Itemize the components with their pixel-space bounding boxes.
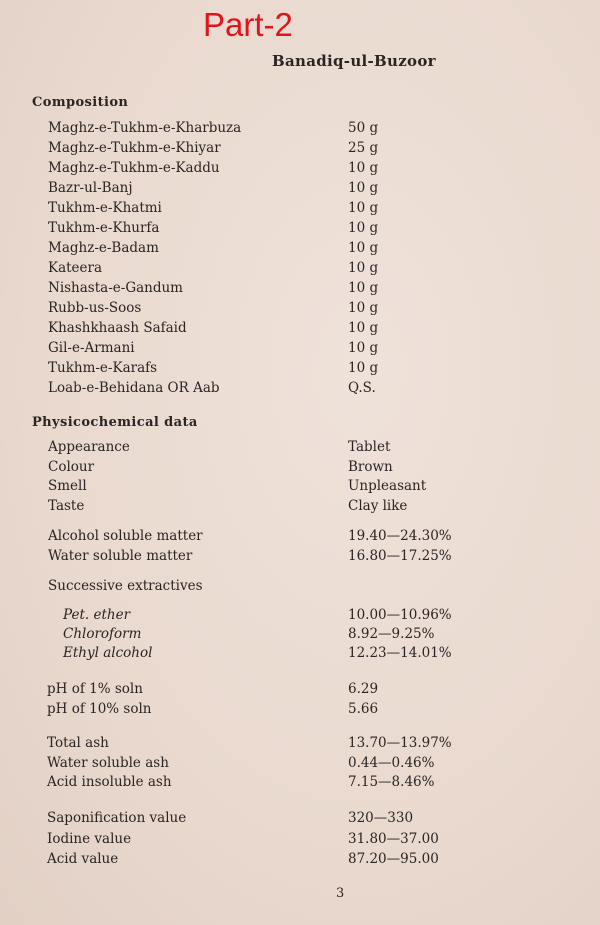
row-value: Brown bbox=[348, 458, 393, 475]
row-value: 10 g bbox=[348, 220, 379, 236]
data-row bbox=[0, 260, 600, 280]
data-row bbox=[0, 478, 600, 498]
row-value: 10 g bbox=[348, 260, 379, 276]
row-label: Acid value bbox=[47, 851, 119, 867]
data-row bbox=[0, 240, 600, 260]
row-label: Tukhm-e-Karafs bbox=[48, 360, 158, 376]
row-label: Alcohol soluble matter bbox=[48, 528, 203, 544]
row-value: 10.00—10.96% bbox=[348, 607, 452, 623]
row-label: Nishasta-e-Gandum bbox=[48, 280, 183, 296]
row-value: 12.23—14.01% bbox=[348, 645, 452, 661]
data-row bbox=[0, 681, 600, 701]
composition-heading: Composition bbox=[32, 95, 129, 110]
row-label: Colour bbox=[48, 458, 95, 475]
row-value: 6.29 bbox=[348, 681, 379, 697]
row-value: 10 g bbox=[348, 340, 379, 356]
row-value: 19.40—24.30% bbox=[348, 528, 452, 544]
data-row bbox=[0, 280, 600, 300]
row-label: Tukhm-e-Khurfa bbox=[48, 220, 160, 236]
data-row bbox=[0, 200, 600, 220]
data-row bbox=[0, 120, 600, 140]
row-label: Ethyl alcohol bbox=[63, 645, 153, 661]
row-label: Acid insoluble ash bbox=[47, 774, 172, 790]
data-row bbox=[0, 459, 600, 479]
data-row bbox=[0, 360, 600, 380]
row-value: 10 g bbox=[348, 200, 379, 216]
data-row bbox=[0, 831, 600, 851]
row-label: Maghz-e-Badam bbox=[48, 240, 159, 256]
row-value: 13.70—13.97% bbox=[348, 735, 452, 751]
row-label: Water soluble matter bbox=[48, 548, 193, 564]
data-row bbox=[0, 735, 600, 755]
row-label: Kateera bbox=[48, 260, 103, 276]
row-value: 10 g bbox=[348, 280, 379, 296]
data-row bbox=[0, 180, 600, 200]
row-value: 87.20—95.00 bbox=[348, 851, 439, 867]
row-label: Water soluble ash bbox=[47, 754, 169, 771]
document-title: Banadiq-ul-Buzoor bbox=[272, 52, 436, 70]
row-value: 10 g bbox=[348, 180, 379, 196]
row-value: 10 g bbox=[348, 320, 379, 336]
row-label: Smell bbox=[48, 478, 87, 494]
data-row bbox=[0, 548, 600, 568]
data-row bbox=[0, 774, 600, 794]
data-row bbox=[0, 607, 600, 627]
data-row bbox=[0, 645, 600, 665]
data-row bbox=[0, 140, 600, 160]
row-label: Rubb-us-Soos bbox=[48, 300, 142, 316]
data-row bbox=[0, 498, 600, 518]
row-value: 10 g bbox=[348, 240, 379, 256]
row-label: Appearance bbox=[48, 439, 130, 455]
row-value: 50 g bbox=[348, 120, 379, 136]
row-label: Maghz-e-Tukhm-e-Khiyar bbox=[48, 140, 221, 156]
row-label: Total ash bbox=[47, 735, 109, 751]
row-label: Maghz-e-Tukhm-e-Kaddu bbox=[48, 160, 220, 176]
data-row bbox=[0, 220, 600, 240]
row-label: Chloroform bbox=[63, 626, 142, 642]
row-value: Q.S. bbox=[348, 380, 376, 396]
data-row bbox=[0, 439, 600, 459]
data-row bbox=[0, 626, 600, 646]
row-label: Taste bbox=[48, 497, 85, 514]
data-row bbox=[0, 300, 600, 320]
row-label: pH of 10% soln bbox=[47, 701, 152, 717]
row-value: 10 g bbox=[348, 160, 379, 176]
data-row bbox=[0, 851, 600, 871]
row-value: 10 g bbox=[348, 300, 379, 316]
data-row bbox=[0, 320, 600, 340]
row-value: Clay like bbox=[348, 497, 408, 514]
row-value: Unpleasant bbox=[348, 478, 427, 494]
data-row bbox=[0, 160, 600, 180]
data-row bbox=[0, 528, 600, 548]
row-label: Tukhm-e-Khatmi bbox=[48, 200, 162, 216]
row-label: Khashkhaash Safaid bbox=[48, 320, 187, 336]
row-value: 25 g bbox=[348, 140, 379, 156]
row-label: Maghz-e-Tukhm-e-Kharbuza bbox=[48, 120, 242, 136]
row-label: Bazr-ul-Banj bbox=[48, 180, 133, 196]
part-label: Part-2 bbox=[203, 6, 293, 43]
successive-extractives-label: Successive extractives bbox=[48, 578, 203, 594]
row-label: Pet. ether bbox=[63, 607, 131, 623]
data-row bbox=[0, 380, 600, 400]
row-value: 16.80—17.25% bbox=[348, 548, 452, 564]
data-row bbox=[0, 755, 600, 775]
row-label: pH of 1% soln bbox=[47, 681, 143, 697]
row-value: 320—330 bbox=[348, 810, 414, 826]
row-label: Loab-e-Behidana OR Aab bbox=[48, 380, 220, 396]
physicochemical-heading: Physicochemical data bbox=[32, 415, 198, 430]
row-value: 0.44—0.46% bbox=[348, 754, 435, 771]
data-row bbox=[0, 810, 600, 830]
row-value: 31.80—37.00 bbox=[348, 830, 439, 847]
row-value: 7.15—8.46% bbox=[348, 774, 435, 790]
row-label: Iodine value bbox=[47, 830, 132, 847]
data-row bbox=[0, 340, 600, 360]
page-number: 3 bbox=[336, 886, 345, 901]
row-label: Gil-e-Armani bbox=[48, 340, 135, 356]
row-value: Tablet bbox=[348, 439, 391, 455]
data-row bbox=[0, 701, 600, 721]
row-value: 8.92—9.25% bbox=[348, 626, 435, 642]
row-label: Saponification value bbox=[47, 810, 187, 826]
row-value: 10 g bbox=[348, 360, 379, 376]
row-value: 5.66 bbox=[348, 701, 379, 717]
